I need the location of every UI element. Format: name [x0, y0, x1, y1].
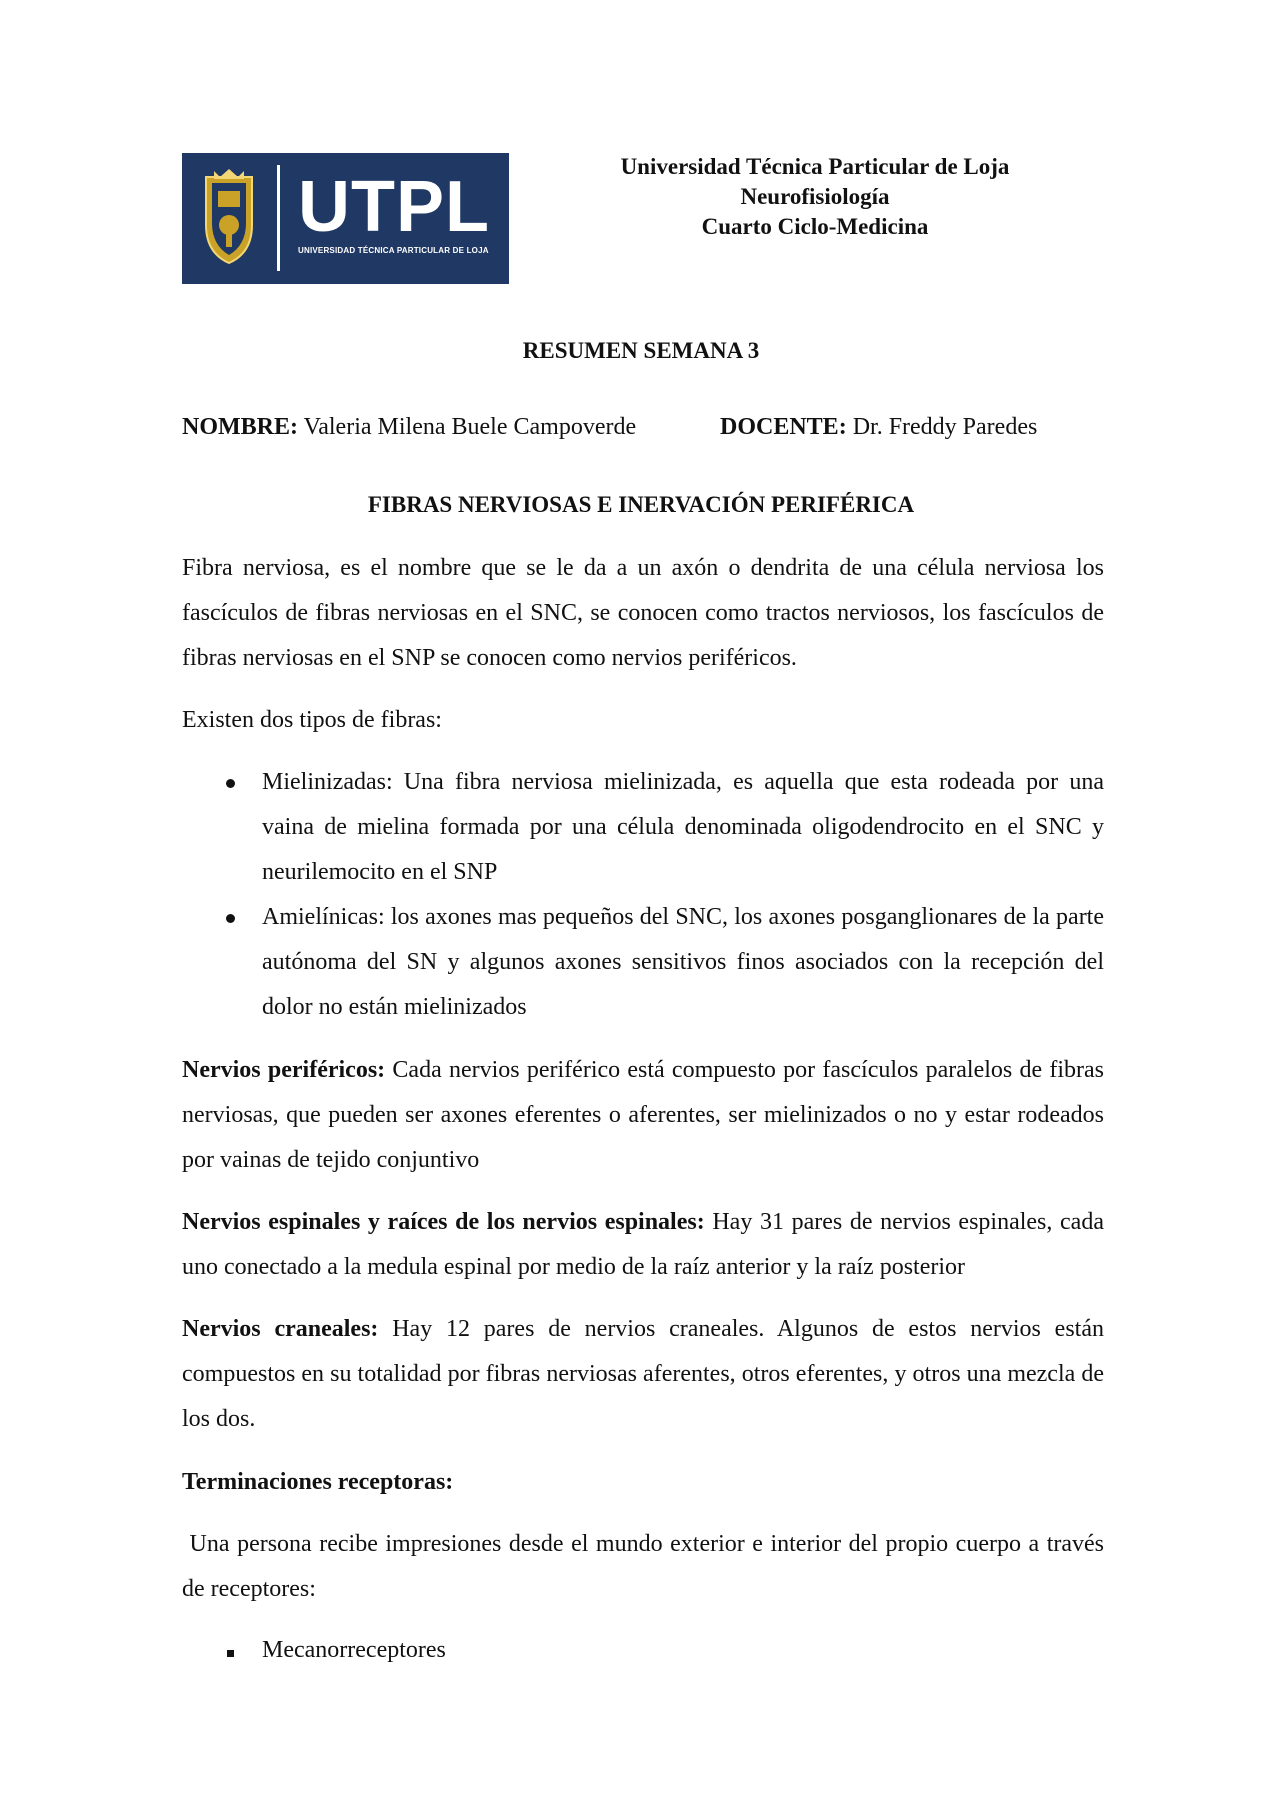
intro-paragraph: Fibra nerviosa, es el nombre que se le da a un axón o dendrita de una célula nerviosa los fascículos de fibras nerviosas en el SNC, se conocen como tractos nerviosos, los fascículos de fibras nerviosas en el SNP se conocen como nervios periféricos.: [182, 555, 1104, 671]
peripheral-nerves-paragraph: [182, 1048, 1104, 1183]
name-label: NOMBRE:: [182, 414, 298, 440]
cranial-label: Nervios craneales:: [182, 1316, 379, 1342]
receptors-heading: [182, 1460, 1104, 1505]
spinal-text: Hay 31 pares de nervios espinales, cada uno conectado a la medula espinal por medio de la raíz anterior y la raíz posterior: [182, 1209, 1104, 1280]
logo-divider: [277, 165, 280, 271]
student-name-line: [182, 414, 636, 441]
institution-header: [560, 152, 1070, 242]
bullet-icon: [226, 914, 235, 923]
teacher-line: [720, 414, 1037, 441]
course-cycle: Cuarto Ciclo-Medicina: [701, 214, 929, 239]
receptors-label: Terminaciones receptoras:: [182, 1469, 454, 1495]
university-crest-icon: [196, 167, 262, 267]
name-value: Valeria Milena Buele Campoverde: [298, 414, 637, 440]
logo-brand: UTPL: [298, 167, 490, 247]
fiber-types-intro: Existen dos tipos de fibras:: [182, 707, 442, 733]
spinal-label: Nervios espinales y raíces de los nervios espinales:: [182, 1209, 705, 1235]
cranial-nerves-paragraph: [182, 1307, 1104, 1442]
cranial-text: Hay 12 pares de nervios craneales. Algunos de estos nervios están compuestos en su totalidad por fibras nerviosas aferentes, otros eferentes, y otros una mezcla de los dos.: [182, 1316, 1104, 1432]
spinal-nerves-paragraph: [182, 1200, 1104, 1290]
bullet-icon: [226, 779, 235, 788]
utpl-logo: [182, 153, 509, 284]
subject-name: Neurofisiología: [740, 184, 890, 209]
peripheral-text: Cada nervios periférico está compuesto por fascículos paralelos de fibras nerviosas, que pueden ser axones eferentes o aferentes, ser mielinizados o no y estar rodeados por vainas de tejido conjuntivo: [182, 1057, 1105, 1173]
teacher-value: Dr. Freddy Paredes: [846, 414, 1038, 440]
document-title: RESUMEN SEMANA 3: [522, 338, 760, 363]
receptors-intro: Una persona recibe impresiones desde el mundo exterior e interior del propio cuerpo a través de receptores:: [182, 1531, 1111, 1602]
peripheral-label: Nervios periféricos:: [182, 1057, 386, 1083]
list-item-unmyelinated: Amielínicas: los axones mas pequeños del SNC, los axones posganglionares de la parte autónoma del SN y algunos axones sensitivos finos asociados con la recepción del dolor no están mielinizados: [262, 904, 1104, 1020]
institution-name: Universidad Técnica Particular de Loja: [620, 154, 1010, 179]
section-title: FIBRAS NERVIOSAS E INERVACIÓN PERIFÉRICA: [367, 492, 915, 517]
list-item-myelinated: Mielinizadas: Una fibra nerviosa mielinizada, es aquella que esta rodeada por una vaina de mielina formada por una célula denominada oligodendrocito en el SNC y neurilemocito en el SNP: [262, 769, 1104, 885]
list-item-mechanoreceptors: Mecanorreceptores: [262, 1637, 446, 1663]
square-bullet-icon: [227, 1650, 234, 1657]
logo-subtitle: UNIVERSIDAD TÉCNICA PARTICULAR DE LOJA: [298, 246, 489, 255]
teacher-label: DOCENTE:: [720, 414, 847, 440]
